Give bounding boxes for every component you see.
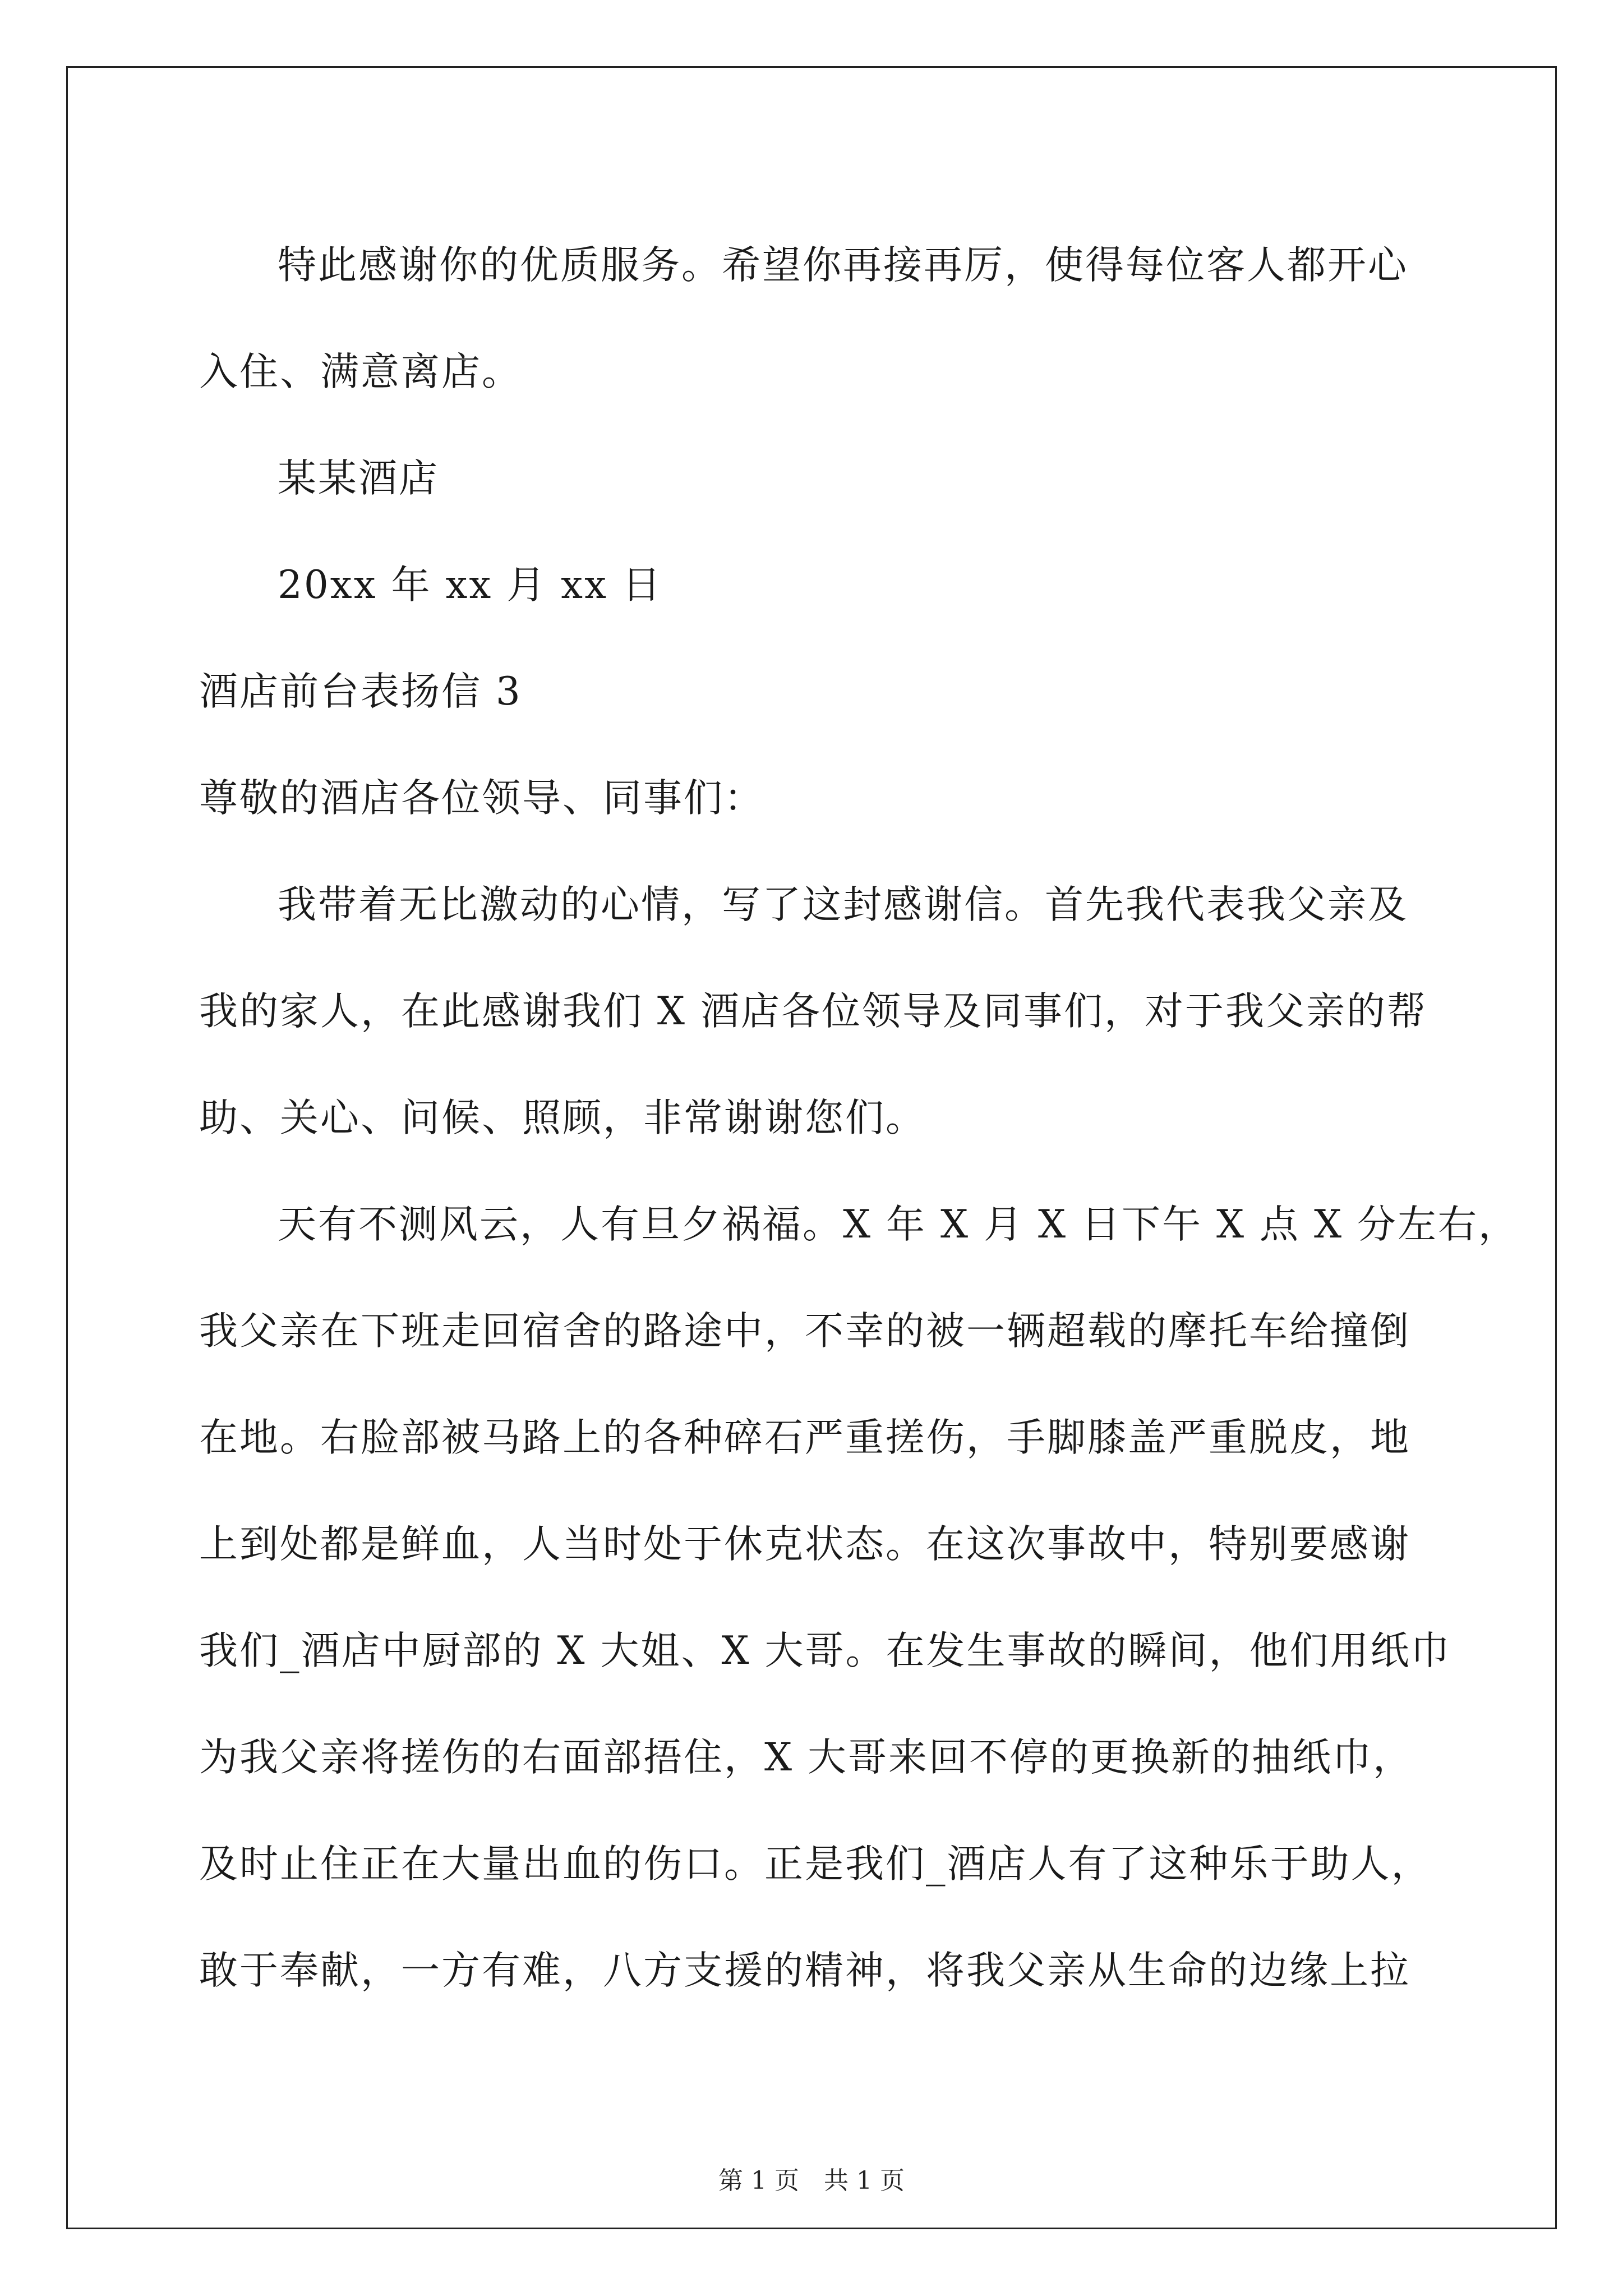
text-line: 特此感谢你的优质服务。希望你再接再厉，使得每位客人都开心: [278, 243, 1408, 288]
document-body: [199, 212, 1519, 2024]
text-line: 天有不测风云，人有旦夕祸福。X 年 X 月 X 日下午 X 点 X 分左右，: [278, 1202, 1519, 1247]
page-number-current: 第 1 页: [718, 2166, 799, 2195]
text-line: 为我父亲将搓伤的右面部捂住，X 大哥来回不停的更换新的抽纸巾，: [199, 1735, 1414, 1780]
signature-date: 20xx 年 xx 月 xx 日: [278, 563, 662, 608]
text-line: 敢于奉献，一方有难，八方支援的精神，将我父亲从生命的边缘上拉: [199, 1948, 1410, 1993]
text-line: 入住、满意离店。: [199, 349, 522, 394]
section-title: 酒店前台表扬信 3: [199, 669, 522, 714]
signature-name: 某某酒店: [278, 456, 439, 501]
text-line: 我带着无比激动的心情，写了这封感谢信。首先我代表我父亲及: [278, 882, 1408, 927]
text-line: 在地。右脸部被马路上的各种碎石严重搓伤，手脚膝盖严重脱皮，地: [199, 1415, 1410, 1460]
text-line: 我父亲在下班走回宿舍的路途中，不幸的被一辆超载的摩托车给撞倒: [199, 1309, 1410, 1354]
salutation: 尊敬的酒店各位领导、同事们：: [199, 776, 764, 821]
text-line: 及时止住正在大量出血的伤口。正是我们_酒店人有了这种乐于助人，: [199, 1842, 1432, 1887]
text-line: 上到处都是鲜血，人当时处于休克状态。在这次事故中，特别要感谢: [199, 1522, 1410, 1567]
text-line: 助、关心、问候、照顾，非常谢谢您们。: [199, 1096, 926, 1140]
page-footer: [0, 2164, 1623, 2198]
text-line: 我的家人，在此感谢我们 X 酒店各位领导及同事们，对于我父亲的帮: [199, 989, 1427, 1034]
text-line: 我们_酒店中厨部的 X 大姐、X 大哥。在发生事故的瞬间，他们用纸巾: [199, 1628, 1451, 1673]
page-number-total: 共 1 页: [824, 2166, 905, 2195]
